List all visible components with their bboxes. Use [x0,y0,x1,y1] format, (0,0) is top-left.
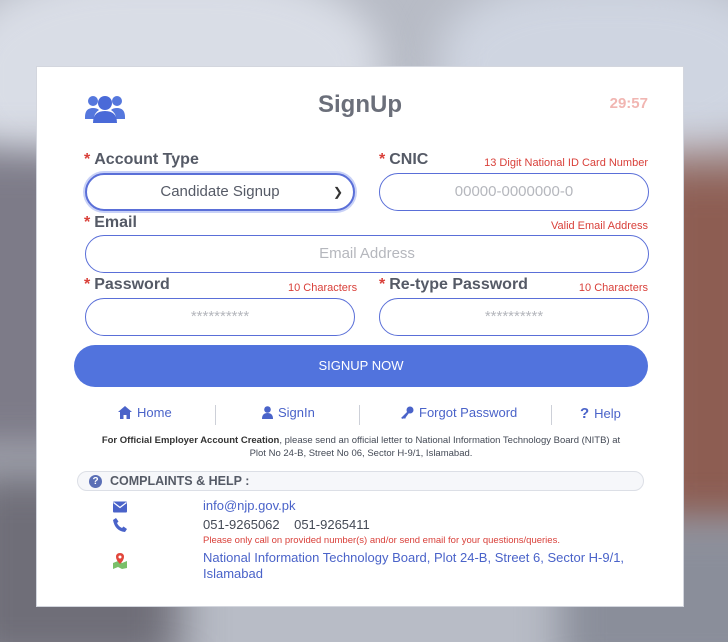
envelope-icon [113,500,127,514]
retype-password-hint: 10 Characters [578,282,648,294]
question-circle-icon: ? [89,475,102,488]
auth-nav [37,405,683,425]
complaints-help-header: ? COMPLAINTS & HELP : [77,471,644,491]
password-hint: 10 Characters [288,282,358,294]
password-label: * Password [84,276,170,293]
home-link[interactable]: Home [118,405,172,420]
chevron-down-icon: ❯ [332,185,343,199]
key-icon [400,406,414,419]
cnic-input[interactable]: 00000-0000000-0 [379,173,649,211]
required-mark: * [379,276,386,293]
account-type-select[interactable]: Candidate Signup ❯ [85,173,355,211]
help-link[interactable]: ? Help [580,405,621,422]
retype-password-input[interactable]: ********** [379,298,649,336]
cnic-hint: 13 Digit National ID Card Number [484,157,648,169]
signin-link[interactable]: SignIn [262,405,315,420]
question-icon: ? [580,405,590,422]
employer-note: For Official Employer Account Creation, please send an official letter to National Information Technology Board (NITB) at Plot No 24-B, Street No 06, Sector H-9/1, Islamabad. [101,435,621,459]
signup-card [36,66,684,607]
countdown-timer: 29:57 [609,95,648,112]
cnic-label: * CNIC [379,151,429,168]
page-title: SignUp [318,91,402,118]
map-marker-icon [112,553,128,569]
required-mark: * [84,276,91,293]
password-input[interactable]: ********** [85,298,355,336]
account-type-label: * Account Type [84,151,199,168]
home-icon [118,406,132,419]
required-mark: * [84,214,91,231]
phone-note: Please only call on provided number(s) and/or send email for your questions/queries. [203,535,560,546]
email-input[interactable]: Email Address [85,235,649,273]
signup-button[interactable]: SIGNUP NOW [74,345,648,387]
user-icon [262,406,273,419]
phone-icon [113,518,127,532]
retype-password-label: * Re-type Password [379,276,528,293]
help-email-link[interactable]: info@njp.gov.pk [203,498,296,513]
help-address: National Information Technology Board, Plot 24-B, Street 6, Sector H-9/1, Islamabad [203,550,625,581]
email-hint: Valid Email Address [550,220,648,232]
required-mark: * [379,151,386,168]
forgot-password-link[interactable]: Forgot Password [400,405,517,420]
help-phone-numbers: 051-9265062 051-9265411 [203,517,370,532]
required-mark: * [84,151,91,168]
email-label: * Email [84,214,137,231]
